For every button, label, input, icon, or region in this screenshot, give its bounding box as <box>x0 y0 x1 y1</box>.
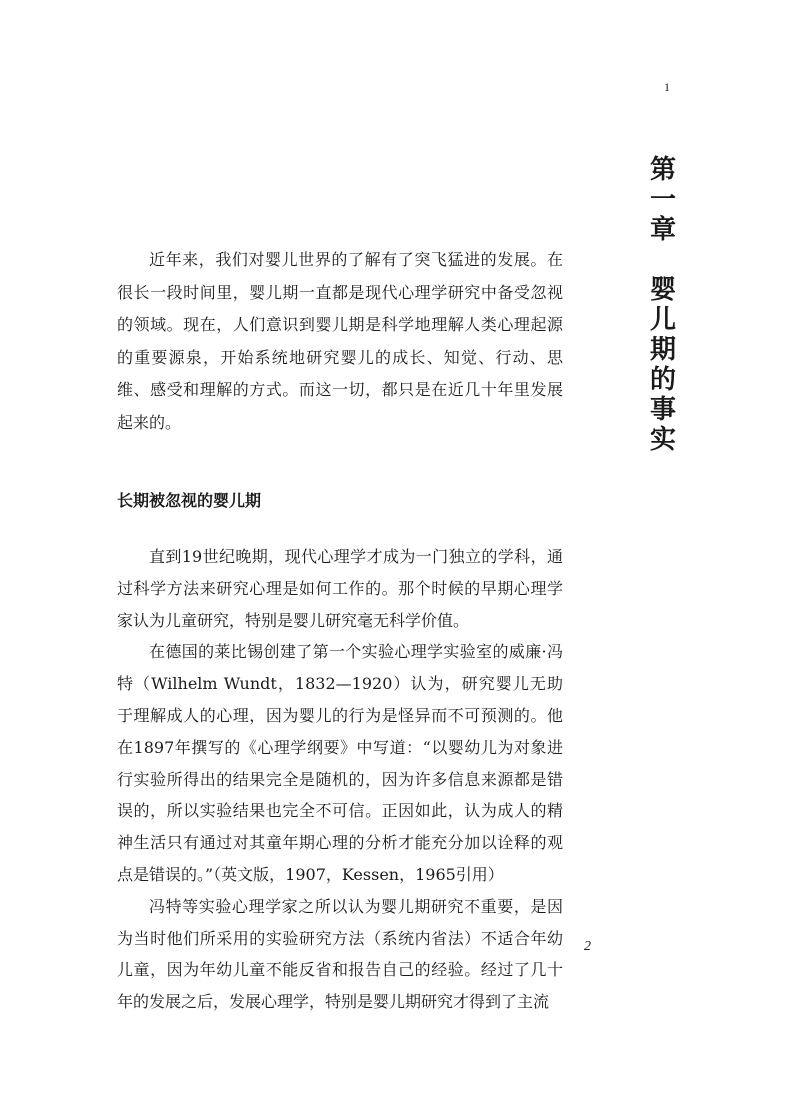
page-number: 1 <box>664 80 670 94</box>
chapter-title-char: 实 <box>649 425 676 455</box>
chapter-number-char: 章 <box>649 215 676 245</box>
chapter-title-char: 的 <box>649 365 676 395</box>
chapter-title-char: 事 <box>649 395 676 425</box>
section-body <box>117 541 563 1018</box>
body-paragraph: 冯特等实验心理学家之所以认为婴儿期研究不重要，是因为当时他们所采用的实验研究方法（系统内省法）不适合年幼儿童，因为年幼儿童不能反省和报告自己的经验。经过了几十年的发展之后，发展心理学，特别是婴儿期研究才得到了主流 <box>117 896 563 1012</box>
chapter-title-char: 婴 <box>649 275 676 305</box>
chapter-title-char: 儿 <box>649 305 676 335</box>
body-paragraph: 直到19世纪晚期，现代心理学才成为一门独立的学科，通过科学方法来研究心理是如何工作的。那个时候的早期心理学家认为儿童研究，特别是婴儿研究毫无科学价值。 <box>117 547 563 630</box>
margin-page-reference: 2 <box>584 939 591 954</box>
chapter-number-char: 第 <box>649 155 676 185</box>
body-paragraph: 在德国的莱比锡创建了第一个实验心理学实验室的威廉·冯特（Wilhelm Wundt，1832—1920）认为，研究婴儿无助于理解成人的心理，因为婴儿的行为是怪异而不可预测的。他在1897年撰写的《心理学纲要》中写道：“以婴幼儿为对象进行实验所得出的结果完全是随机的，因为许多信息来源都是错误的，所以实验结果也完全不可信。正因如此，认为成人的精神生活只有通过对其童年期心理的分析才能充分加以诠释的观点是错误的。”（英文版，1907，Kessen，1965引用） <box>117 642 563 884</box>
chapter-title-char: 期 <box>649 335 676 365</box>
chapter-number-char: 一 <box>649 185 676 215</box>
chapter-title <box>646 155 680 455</box>
intro-paragraph: 近年来，我们对婴儿世界的了解有了突飞猛进的发展。在很长一段时间里，婴儿期一直都是现代心理学研究中备受忽视的领域。现在，人们意识到婴儿期是科学地理解人类心理起源的重要源泉，开始系统地研究婴儿的成长、知觉、行动、思维、感受和理解的方式。而这一切，都只是在近几十年里发展起来的。 <box>117 250 563 432</box>
section-heading: 长期被忽视的婴儿期 <box>117 491 262 510</box>
